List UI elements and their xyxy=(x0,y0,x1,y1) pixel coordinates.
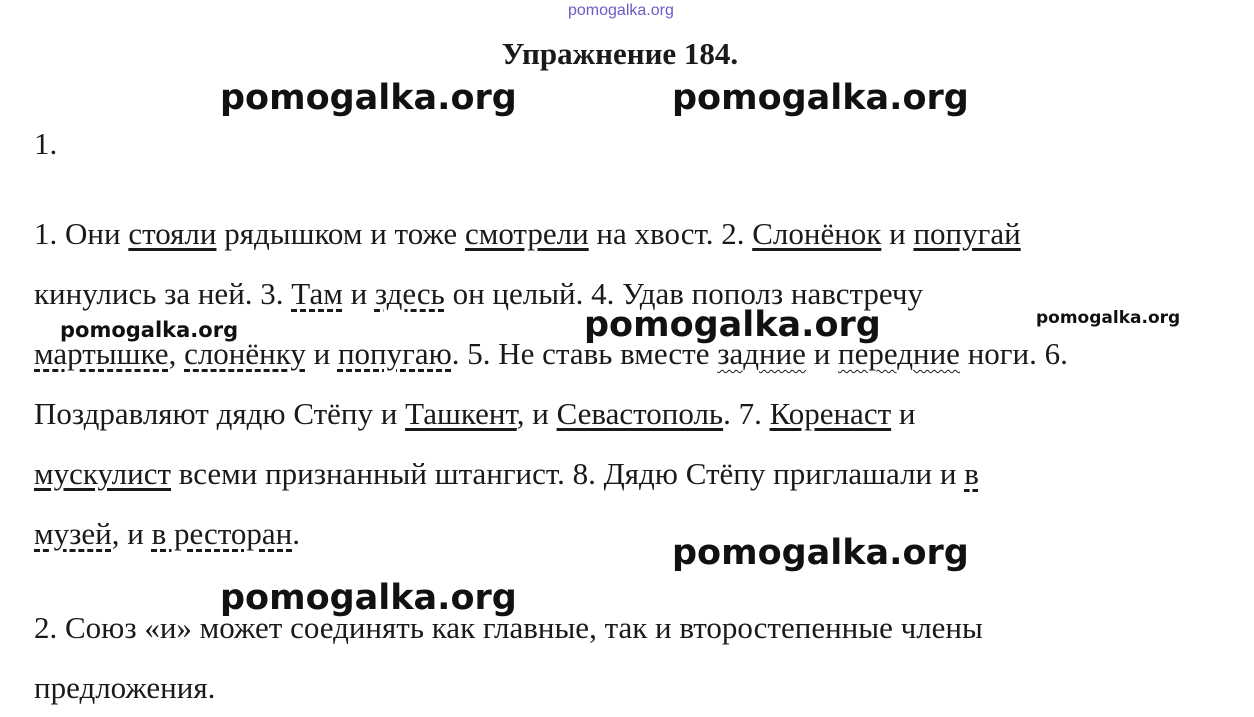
section-1-label: 1. xyxy=(34,126,58,161)
page-title: Упражнение 184. xyxy=(501,36,739,71)
text-line-8: предложения. xyxy=(34,670,216,705)
watermark: pomogalka.org xyxy=(60,318,239,342)
watermark: pomogalka.org xyxy=(220,78,517,118)
watermark: pomogalka.org xyxy=(672,533,969,573)
watermark: pomogalka.org xyxy=(220,578,517,618)
watermark: pomogalka.org xyxy=(672,78,969,118)
text-line-4: Поздравляют дядю Стёпу и Ташкент, и Севастополь. 7. Коренаст и xyxy=(34,396,916,431)
watermark: pomogalka.org xyxy=(1036,308,1181,328)
text-line-1: 1. Они стояли рядышком и тоже смотрели на хвост. 2. Слонёнок и попугай xyxy=(34,216,1021,251)
text-line-3: мартышке, слонёнку и попугаю. 5. Не ставь вместе задние и передние ноги. 6. xyxy=(34,336,1068,371)
text-line-7: 2. Союз «и» может соединять как главные, так и второстепенные члены xyxy=(34,610,983,645)
text-line-6: музей, и в ресторан. xyxy=(34,516,300,551)
watermark-top: pomogalka.org xyxy=(568,2,674,19)
watermark: pomogalka.org xyxy=(584,305,881,345)
text-line-5: мускулист всеми признанный штангист. 8. Дядю Стёпу приглашали и в xyxy=(34,456,979,491)
text-line-2: кинулись за ней. 3. Там и здесь он целый. 4. Удав пополз навстречу xyxy=(34,276,923,311)
